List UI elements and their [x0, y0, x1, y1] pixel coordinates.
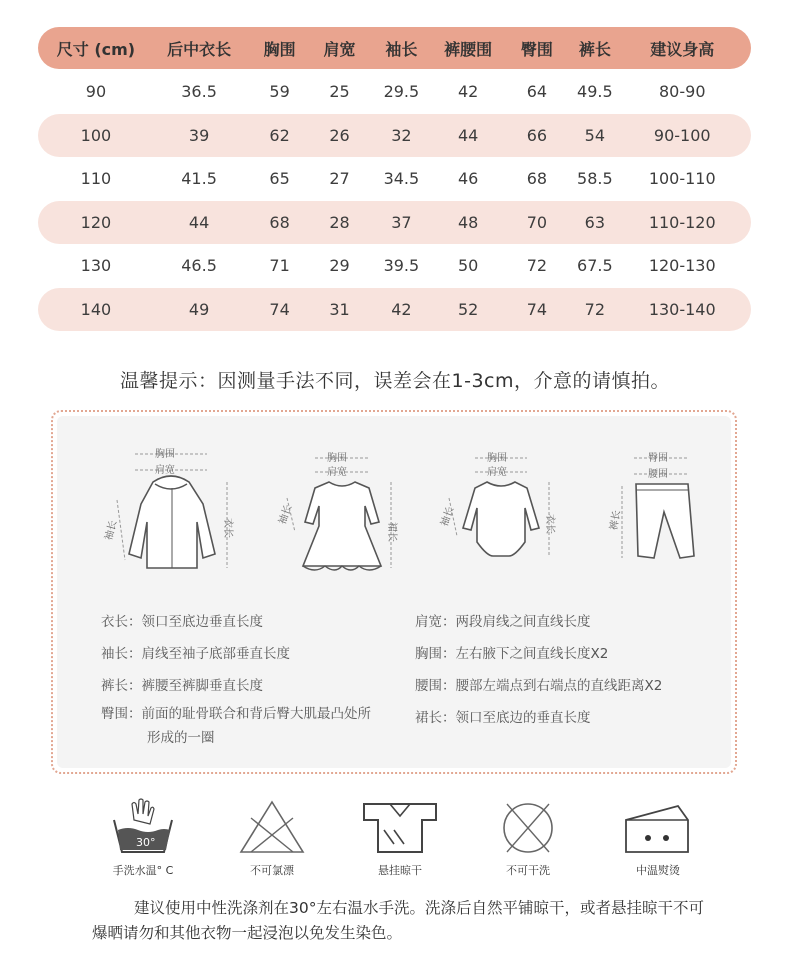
header-cell: 建议身高 — [650, 39, 715, 59]
definition-term: 袖长： — [101, 646, 142, 662]
size-table-cell: 29.5 — [383, 82, 420, 102]
measurement-guide — [51, 410, 737, 774]
care-label: 手洗水温° C — [112, 864, 174, 877]
jacket-chest-label: 胸围 — [155, 449, 175, 460]
size-table-cell: 39.5 — [383, 256, 420, 276]
header-cell: 裤腰围 — [444, 39, 493, 59]
no-dry-clean-icon — [493, 798, 563, 856]
romper-chest-label: 胸围 — [487, 453, 507, 464]
dress-length-label: 裙长 — [386, 522, 397, 542]
header-cell: 袖长 — [385, 39, 418, 59]
size-table-cell: 26 — [329, 125, 350, 145]
size-table-cell: 44 — [188, 212, 210, 232]
pants-hip-label: 臀围 — [648, 453, 668, 464]
size-table-cell: 58.5 — [577, 169, 613, 189]
size-table-cell: 67.5 — [577, 256, 613, 276]
definition-item — [415, 674, 662, 694]
size-table-cell: 130 — [80, 256, 112, 276]
size-table-cell: 120-130 — [648, 256, 716, 276]
size-table-cell: 32 — [391, 125, 412, 145]
size-table-cell: 120 — [80, 212, 112, 232]
care-no-dry-clean — [468, 798, 588, 878]
size-table-cell: 52 — [457, 299, 479, 319]
no-bleach-icon — [237, 798, 307, 856]
size-table-cell: 39 — [188, 125, 210, 145]
size-table-body — [38, 70, 751, 331]
size-table-cell: 90-100 — [653, 125, 711, 145]
care-medium-iron — [598, 798, 718, 878]
size-table-cell: 49.5 — [577, 82, 613, 102]
size-table-row — [38, 70, 751, 114]
pants-length-label: 裤长 — [608, 509, 623, 532]
romper-icon — [435, 446, 565, 576]
definition-desc: 左右腋下之间直线长度X2 — [455, 646, 609, 662]
size-table-cell: 25 — [329, 82, 350, 102]
pants-waist-label: 腰围 — [648, 469, 668, 480]
size-table-cell: 59 — [269, 82, 290, 102]
romper-figure — [435, 446, 565, 576]
care-hand-wash — [83, 798, 203, 878]
care-label: 悬挂晾干 — [378, 864, 422, 877]
size-table-cell: 49 — [188, 299, 210, 319]
wash-temperature: 30° — [136, 836, 156, 849]
dress-shoulder-label: 肩宽 — [327, 467, 347, 478]
care-instructions: 建议使用中性洗涤剂在30°左右温水手洗。洗涤后自然平铺晾干，或者悬挂晾干不可爆晒请勿和其他衣物一起浸泡以免发生染色。 — [92, 899, 704, 942]
size-table-cell: 100 — [80, 125, 112, 145]
romper-shoulder-label: 肩宽 — [487, 467, 507, 478]
definition-desc: 领口至底边的垂直长度 — [455, 710, 591, 726]
size-table-cell: 50 — [457, 256, 479, 276]
size-table-cell: 110 — [80, 169, 112, 189]
romper-length-label: 衣长 — [544, 514, 555, 534]
header-cell: 肩宽 — [323, 39, 356, 59]
definition-desc: 肩线至袖子底部垂直长度 — [141, 646, 290, 662]
size-table-cell: 31 — [329, 299, 350, 319]
definition-term: 肩宽： — [415, 614, 456, 630]
header-cell: 裤长 — [578, 39, 611, 59]
size-table-cell: 130-140 — [648, 299, 716, 319]
size-table — [38, 27, 751, 331]
definition-item — [101, 610, 263, 630]
size-table-cell: 72 — [526, 256, 548, 276]
hang-dry-icon — [360, 798, 440, 856]
size-table-cell: 71 — [269, 256, 290, 276]
definition-item — [415, 642, 608, 662]
size-table-cell: 29 — [329, 256, 350, 276]
size-table-cell: 100-110 — [648, 169, 716, 189]
definition-term: 裤长： — [101, 678, 142, 694]
size-table-cell: 74 — [526, 299, 548, 319]
size-table-cell: 66 — [526, 125, 548, 145]
size-table-cell: 68 — [526, 169, 548, 189]
header-cell: 胸围 — [263, 39, 296, 59]
size-table-cell: 42 — [457, 82, 479, 102]
size-table-cell: 37 — [391, 212, 412, 232]
definition-item — [101, 702, 381, 750]
size-table-cell: 65 — [269, 169, 290, 189]
size-table-cell: 27 — [329, 169, 350, 189]
dress-sleeve-label: 袖长 — [277, 503, 295, 527]
size-table-row — [38, 157, 751, 201]
size-table-cell: 42 — [391, 299, 412, 319]
definition-term: 衣长： — [101, 614, 142, 630]
size-table-row — [38, 201, 751, 245]
size-table-cell: 70 — [526, 212, 548, 232]
size-table-row — [38, 114, 751, 158]
medium-iron-icon — [620, 798, 696, 856]
size-table-cell: 44 — [457, 125, 479, 145]
definition-item — [415, 706, 591, 726]
size-table-cell: 41.5 — [181, 169, 217, 189]
dress-chest-label: 胸围 — [327, 453, 347, 464]
size-table-cell: 90 — [85, 82, 107, 102]
dress-icon — [275, 446, 405, 586]
size-table-cell: 72 — [584, 299, 606, 319]
size-table-cell: 63 — [584, 212, 606, 232]
size-table-cell: 62 — [269, 125, 290, 145]
definition-desc: 裤腰至裤脚垂直长度 — [141, 678, 263, 694]
definition-term: 腰围： — [415, 678, 456, 694]
definition-item — [415, 610, 591, 630]
measurement-tip: 温馨提示：因测量手法不同，误差会在1-3cm，介意的请慎拍。 — [120, 370, 670, 392]
pants-figure — [602, 446, 702, 576]
header-cell: 臀围 — [520, 39, 553, 59]
hand-wash-icon — [108, 798, 178, 856]
size-table-cell: 80-90 — [659, 82, 706, 102]
definition-term: 臀围： — [101, 706, 142, 722]
size-table-cell: 110-120 — [648, 212, 716, 232]
definition-term: 胸围： — [415, 646, 456, 662]
measurement-guide-panel — [57, 416, 731, 768]
care-no-bleach — [212, 798, 332, 878]
jacket-figure — [95, 442, 245, 592]
pants-icon — [602, 446, 702, 576]
jacket-icon — [95, 442, 245, 592]
care-label: 中温熨烫 — [636, 864, 680, 877]
size-table-cell: 48 — [457, 212, 479, 232]
definition-item — [101, 642, 290, 662]
size-table-cell: 46.5 — [181, 256, 217, 276]
size-table-cell: 34.5 — [383, 169, 420, 189]
header-cell: 后中衣长 — [167, 39, 232, 59]
header-cell: 尺寸 (cm) — [56, 39, 136, 59]
dress-figure — [275, 446, 405, 586]
jacket-sleeve-label: 袖长 — [103, 519, 120, 542]
definition-item — [101, 674, 263, 694]
care-label: 不可氯漂 — [250, 864, 294, 877]
size-table-cell: 28 — [329, 212, 350, 232]
size-table-cell: 46 — [457, 169, 479, 189]
jacket-shoulder-label: 肩宽 — [155, 465, 175, 476]
size-table-cell: 54 — [584, 125, 606, 145]
size-table-row — [38, 244, 751, 288]
size-table-cell: 74 — [269, 299, 290, 319]
definition-desc: 领口至底边垂直长度 — [141, 614, 263, 630]
size-table-header — [38, 27, 751, 69]
definition-desc: 腰部左端点到右端点的直线距离X2 — [455, 678, 663, 694]
care-hang-dry — [340, 798, 460, 878]
size-table-cell: 68 — [269, 212, 290, 232]
definition-desc: 两段肩线之间直线长度 — [455, 614, 591, 630]
size-table-cell: 140 — [80, 299, 112, 319]
size-table-cell: 64 — [526, 82, 548, 102]
size-table-cell: 36.5 — [181, 82, 217, 102]
size-table-row — [38, 288, 751, 332]
jacket-length-label: 衣长 — [222, 518, 233, 538]
definition-term: 裙长： — [415, 710, 456, 726]
definition-desc: 前面的耻骨联合和背后臀大肌最凸处所形成的一圈 — [141, 706, 371, 746]
romper-sleeve-label: 袖长 — [439, 505, 457, 529]
care-label: 不可干洗 — [506, 864, 550, 877]
